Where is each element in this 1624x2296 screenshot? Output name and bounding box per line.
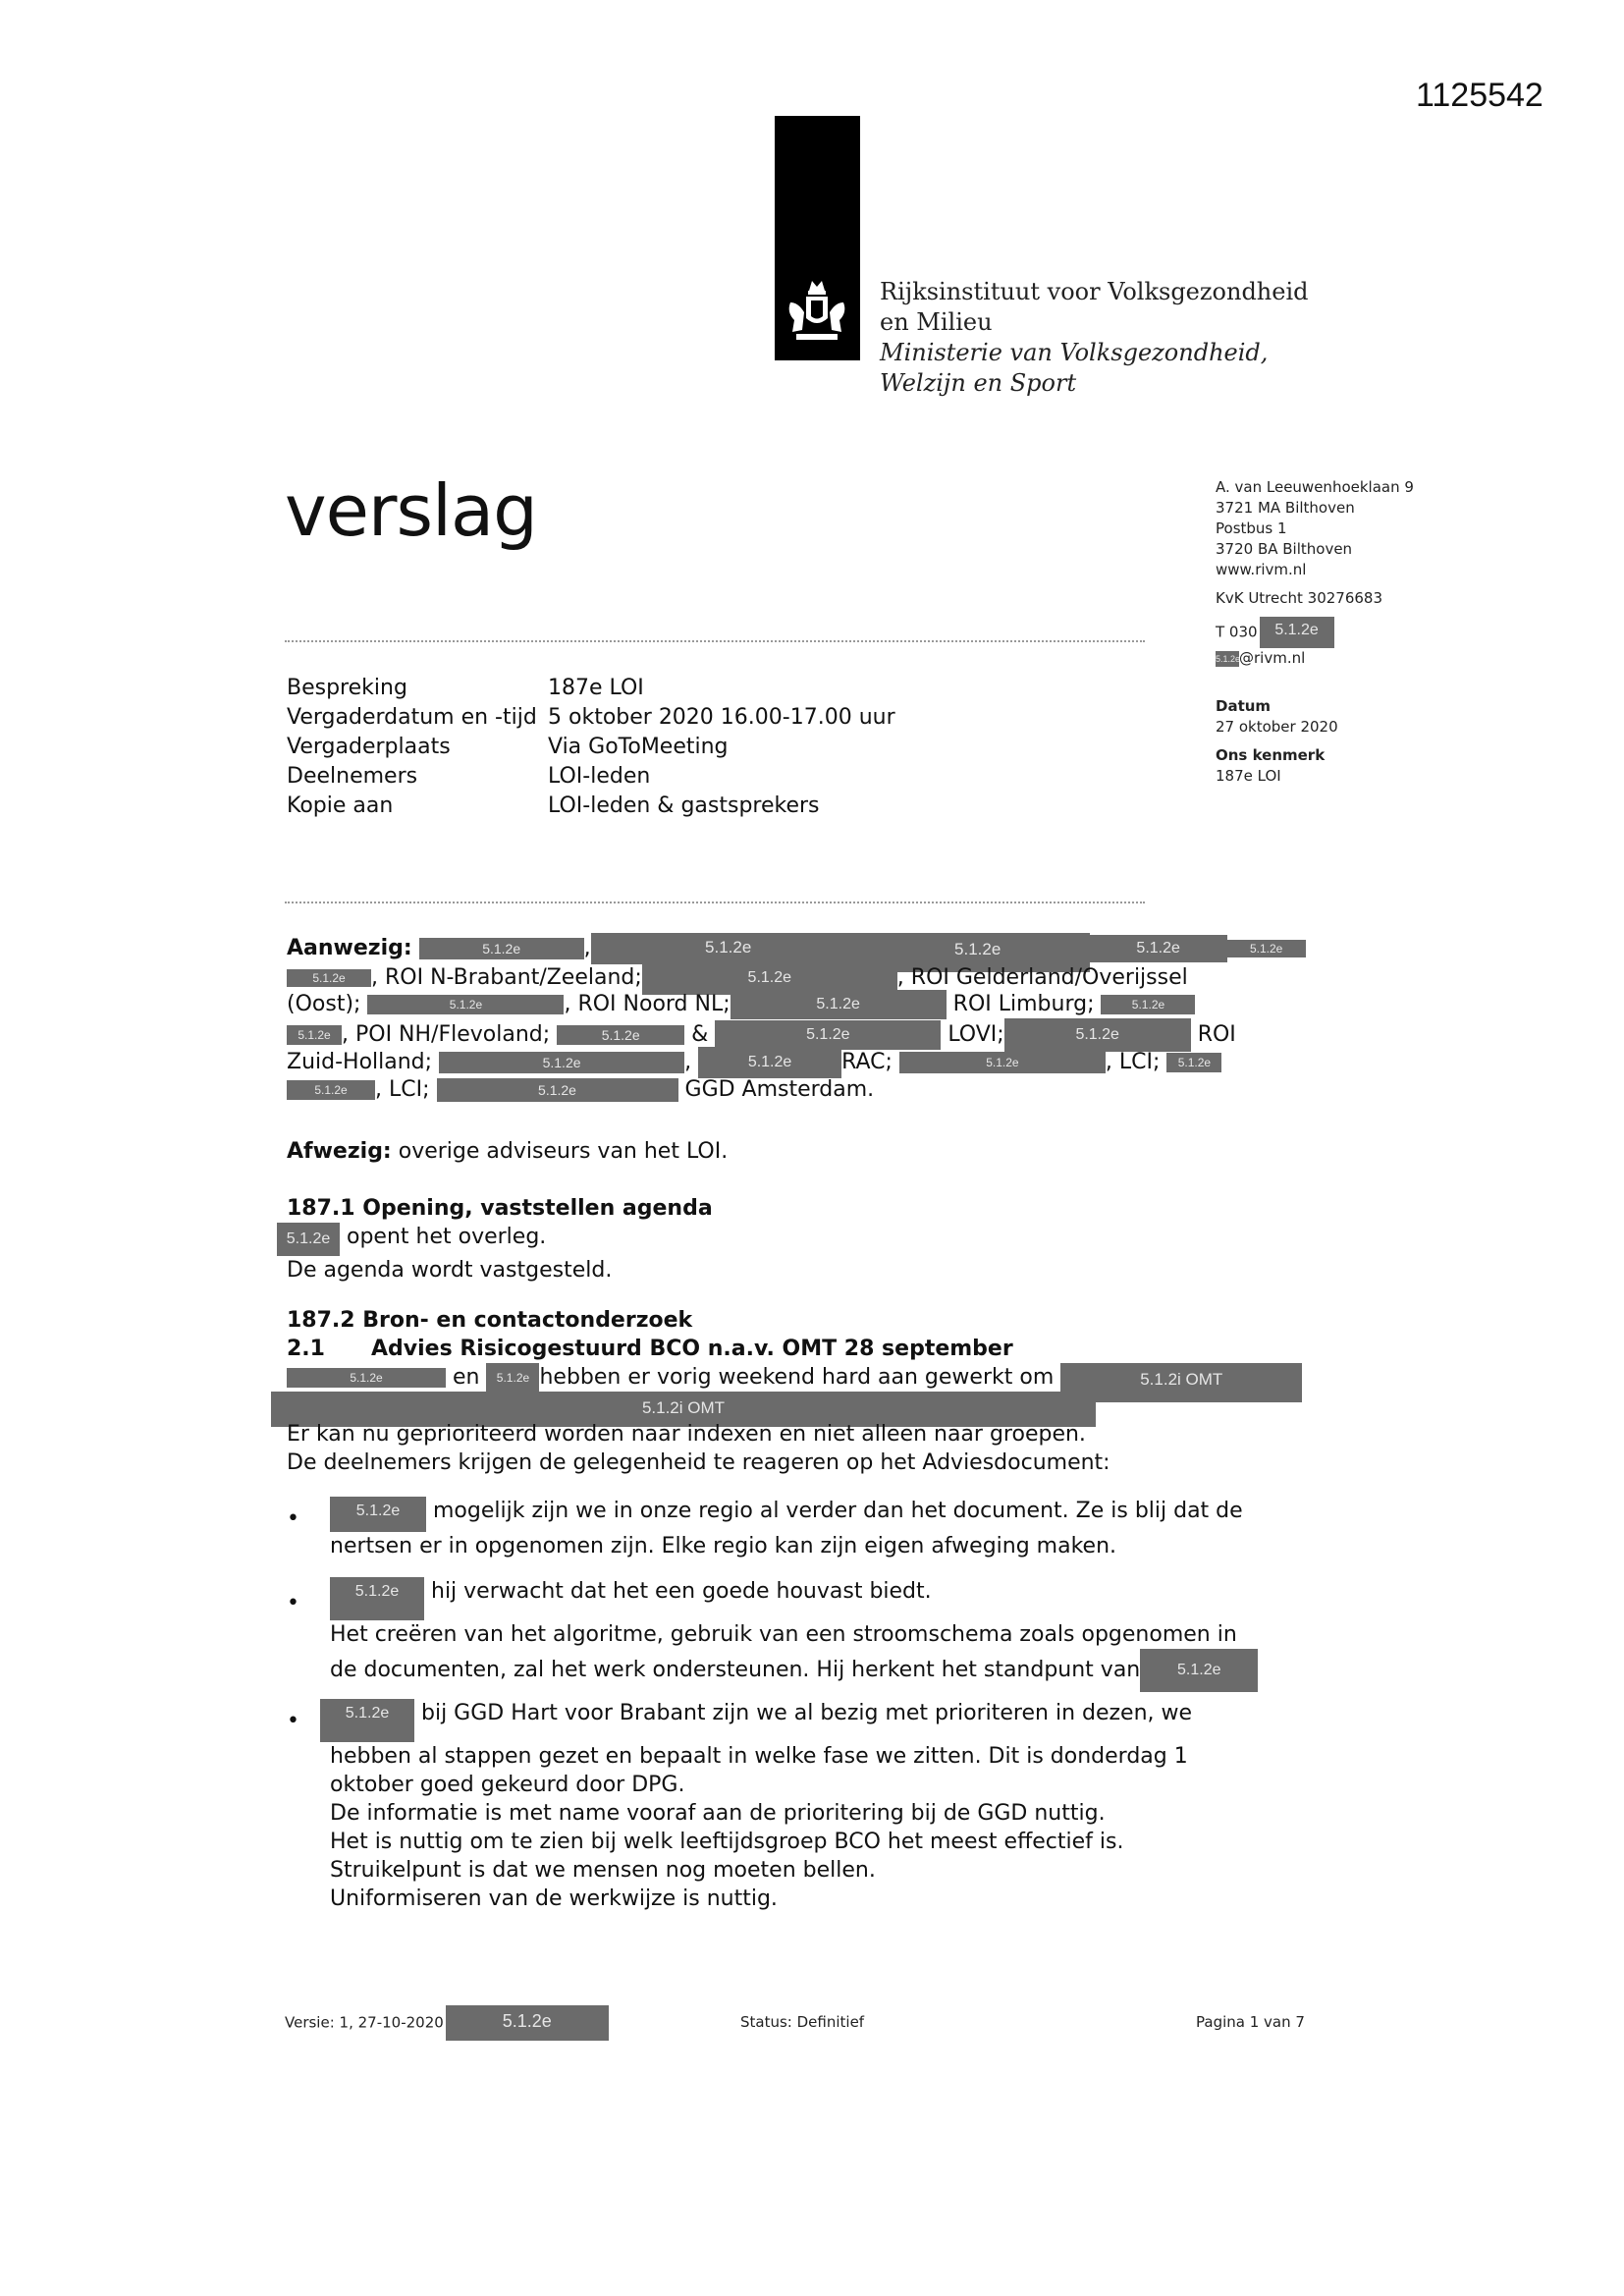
subsection-heading: 2.1 Advies Risicogestuurd BCO n.a.v. OMT 28 september: [287, 1337, 1013, 1361]
attendance-paragraph: Aanwezig: 5.1.2e , 5.1.2e 5.1.2e 5.1.2e 5.1.2e 5.1.2e , ROI N-Brabant/Zeeland; 5.1.2e , ROI Gelderland/Overijssel (Oost); 5.1.2e , ROI Noord NL; 5.1.2e ROI Limburg; 5.1.2e 5.1.2e , POI NH/Flevoland; 5.1.2e & 5.1.2e LOVI; 5.1.2e ROI Zuid-Holland; 5.1.2e , 5.1.2e RAC; 5.1.2e , LCI; 5.1.2e 5.1.2e , LCI; 5.1.2e GGD Amsterdam.: [287, 933, 1327, 1104]
redaction-box: 5.1.2e: [439, 1052, 684, 1073]
redaction-box: 5.1.2i OMT: [1060, 1363, 1302, 1402]
postcode-city: 3721 MA Bilthoven: [1216, 499, 1355, 517]
section-heading: 187.2 Bron- en contactonderzoek: [287, 1308, 693, 1333]
datum-value: 27 oktober 2020: [1216, 718, 1338, 736]
redaction-box: 5.1.2e: [419, 938, 584, 959]
footer-version: Versie: 1, 27-10-2020 5.1.2e: [285, 2005, 609, 2041]
redaction-box: 5.1.2e: [1004, 1018, 1191, 1052]
section-heading: 187.1 Opening, vaststellen agenda: [287, 1196, 713, 1221]
redaction-box: 5.1.2e: [287, 1025, 342, 1045]
kenmerk-label: Ons kenmerk: [1216, 746, 1326, 764]
meeting-row: Vergaderdatum en -tijd 5 oktober 2020 16.00-17.00 uur: [287, 705, 895, 730]
redaction-box: 5.1.2e: [320, 1699, 414, 1742]
organisation-name: [880, 277, 1309, 399]
redaction-box: 5.1.2i OMT: [271, 1392, 1096, 1427]
bullet-icon: •: [287, 1591, 299, 1615]
kenmerk-value: 187e LOI: [1216, 767, 1281, 785]
redaction-box: 5.1.2e: [731, 990, 947, 1019]
meeting-row: Bespreking 187e LOI: [287, 676, 644, 700]
list-item: 5.1.2e bij GGD Hart voor Brabant zijn we al bezig met prioriteren in dezen, we hebben al stappen gezet en bepaalt in welke fase we zitten. Dit is donderdag 1 oktober goed gekeurd door DPG. De informatie is met name vooraf aan de prioritering bij de GGD nuttig. Het is nuttig om te zien bij welk leeftijdsgroep BCO het meest effectief is. Struikelpunt is dat we mensen nog moeten bellen. Uniformiseren van de werkwijze is nuttig.: [320, 1699, 1341, 1913]
redaction-box: 5.1.2e: [1227, 940, 1306, 957]
redaction-box: 5.1.2e: [899, 1052, 1106, 1073]
footer-page-number: Pagina 1 van 7: [1196, 2013, 1305, 2031]
redaction-box: 5.1.2e: [557, 1025, 684, 1045]
present-label: Aanwezig:: [287, 936, 412, 960]
postbus-city: 3720 BA Bilthoven: [1216, 540, 1353, 558]
redaction-box: 5.1.2e: [330, 1497, 426, 1532]
redaction-box: 5.1.2e: [437, 1078, 678, 1102]
section-187-2: 187.2 Bron- en contactonderzoek 2.1 Advies Risicogestuurd BCO n.a.v. OMT 28 september 5.1.2e en 5.1.2e hebben er vorig weekend hard aan gewerkt om 5.1.2i OMT 5.1.2i OMT Er kan nu geprioriteerd worden naar indexen en niet alleen naar groepen. De deelnemers krijgen de gelegenheid te reageren op het Adviesdocument:: [287, 1306, 1367, 1477]
divider: [285, 640, 1145, 642]
meeting-row: Deelnemers LOI-leden: [287, 764, 651, 789]
redaction-box: 5.1.2e: [287, 1368, 446, 1388]
redaction-box: 5.1.2e: [486, 1363, 539, 1393]
redaction-box: 5.1.2e: [1260, 617, 1334, 648]
address-block: [1216, 477, 1414, 787]
redaction-box: 5.1.2e: [1140, 1649, 1258, 1692]
redaction-box: 5.1.2e: [367, 995, 564, 1014]
meeting-details: [287, 674, 895, 821]
bullet-icon: •: [287, 1506, 299, 1531]
redaction-box: 5.1.2e: [1166, 1053, 1221, 1072]
redaction-box: 5.1.2e: [277, 1223, 340, 1256]
footer-status: Status: Definitief: [740, 2013, 865, 2031]
website: www.rivm.nl: [1216, 561, 1307, 578]
ministry-line-2: Welzijn en Sport: [880, 369, 1077, 397]
absent-label: Afwezig:: [287, 1139, 392, 1164]
email-line: 5.1.2e@rivm.nl: [1216, 649, 1306, 667]
redaction-box: 5.1.2e: [330, 1577, 424, 1620]
document-title: verslag: [285, 469, 537, 552]
redaction-box: 5.1.2e: [698, 1047, 841, 1078]
kvk-number: KvK Utrecht 30276683: [1216, 589, 1382, 607]
rijksoverheid-logo: [775, 116, 860, 360]
org-line-1: Rijksinstituut voor Volksgezondheid: [880, 278, 1309, 305]
meeting-row: Vergaderplaats Via GoToMeeting: [287, 735, 729, 759]
redaction-box: 5.1.2e: [715, 1020, 941, 1050]
list-item: 5.1.2e mogelijk zijn we in onze regio al verder dan het document. Ze is blij dat de nertsen er in opgenomen zijn. Elke regio kan zijn eigen afweging maken.: [330, 1499, 1243, 1558]
redaction-box: 5.1.2e: [591, 933, 866, 964]
phone-line: T 030 5.1.2e: [1216, 617, 1414, 648]
redaction-box: 5.1.2e: [866, 933, 1090, 972]
redaction-box: 5.1.2e: [1216, 651, 1239, 667]
absent-line: Afwezig: overige adviseurs van het LOI.: [287, 1139, 729, 1164]
redaction-box: 5.1.2e: [446, 2005, 609, 2041]
document-number: 1125542: [1416, 77, 1543, 114]
redaction-box: 5.1.2e: [642, 961, 897, 995]
postbus: Postbus 1: [1216, 519, 1287, 537]
bullet-icon: •: [287, 1709, 299, 1733]
datum-label: Datum: [1216, 697, 1272, 715]
redaction-box: 5.1.2e: [287, 969, 371, 987]
redaction-box: 5.1.2e: [1090, 935, 1227, 962]
meeting-row: Kopie aan LOI-leden & gastsprekers: [287, 793, 820, 818]
redaction-box: 5.1.2e: [1101, 995, 1195, 1014]
list-item: 5.1.2e hij verwacht dat het een goede houvast biedt. Het creëren van het algoritme, gebruik van een stroomschema zoals opgenomen in de documenten, zal het werk ondersteunen. Hij herkent het standpunt van 5.1.2e: [330, 1577, 1351, 1692]
redaction-box: 5.1.2e: [287, 1080, 375, 1100]
coat-of-arms-icon: [783, 273, 851, 352]
divider: [285, 902, 1145, 903]
street: A. van Leeuwenhoeklaan 9: [1216, 478, 1414, 496]
ministry-line-1: Ministerie van Volksgezondheid,: [880, 339, 1269, 366]
org-line-2: en Milieu: [880, 308, 993, 336]
section-187-1: 187.1 Opening, vaststellen agenda 5.1.2e opent het overleg. De agenda wordt vastgesteld.: [287, 1194, 713, 1285]
